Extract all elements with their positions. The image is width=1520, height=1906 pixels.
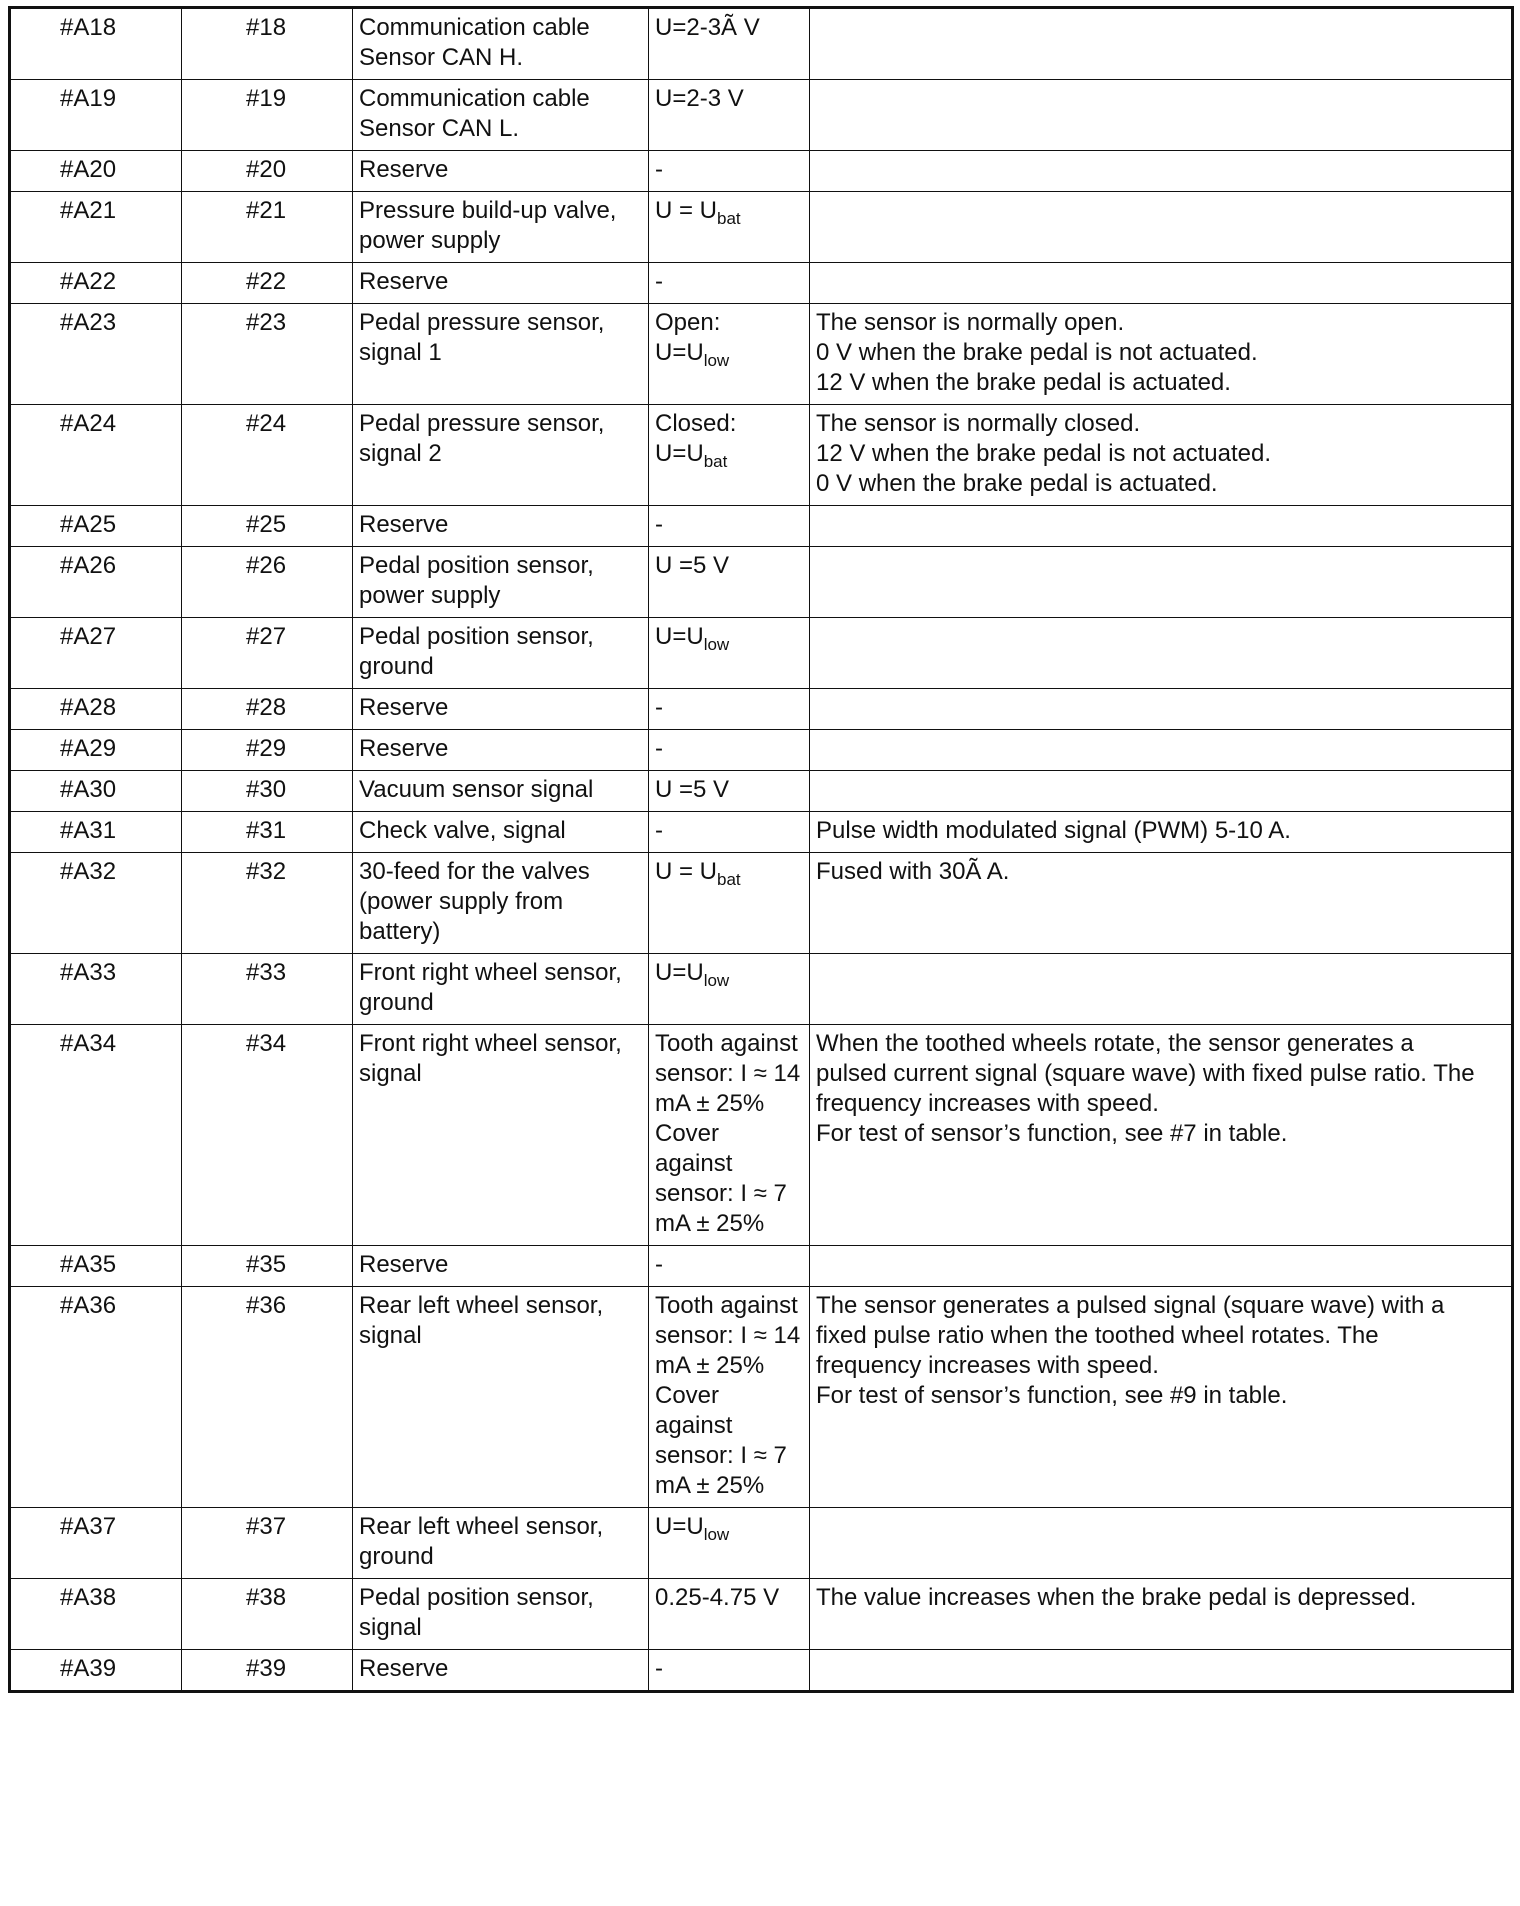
function-cell: Reserve	[353, 1650, 649, 1692]
comment-cell	[810, 547, 1513, 618]
function-cell: Vacuum sensor signal	[353, 771, 649, 812]
number-cell: #30	[182, 771, 353, 812]
condition-cell	[649, 192, 810, 263]
function-cell: 30-feed for the valves (power supply from battery)	[353, 853, 649, 954]
condition-cell	[649, 618, 810, 689]
pin-cell: #A27	[10, 618, 182, 689]
number-cell: #26	[182, 547, 353, 618]
pin-cell: #A28	[10, 689, 182, 730]
condition-subscript: low	[703, 351, 730, 370]
comment-cell	[810, 1650, 1513, 1692]
condition-cell	[649, 954, 810, 1025]
pin-cell: #A37	[10, 1508, 182, 1579]
number-cell: #34	[182, 1025, 353, 1246]
condition-text: U=2-3 V	[655, 85, 744, 112]
function-cell: Pedal position sensor, signal	[353, 1579, 649, 1650]
comment-cell: The sensor is normally open. 0 V when the brake pedal is not actuated. 12 V when the brake pedal is actuated.	[810, 304, 1513, 405]
comment-cell	[810, 151, 1513, 192]
condition-cell	[649, 812, 810, 853]
condition-text: -	[655, 268, 663, 295]
table-row	[10, 405, 1513, 506]
pin-cell: #A31	[10, 812, 182, 853]
table-row	[10, 151, 1513, 192]
pin-cell: #A19	[10, 80, 182, 151]
function-cell: Rear left wheel sensor, ground	[353, 1508, 649, 1579]
table-row	[10, 618, 1513, 689]
comment-cell	[810, 1508, 1513, 1579]
number-cell: #28	[182, 689, 353, 730]
pin-cell: #A36	[10, 1287, 182, 1508]
table-row	[10, 812, 1513, 853]
condition-cell	[649, 853, 810, 954]
function-cell: Reserve	[353, 689, 649, 730]
condition-text: Open: U=U	[655, 309, 721, 366]
number-cell: #36	[182, 1287, 353, 1508]
function-cell: Communication cable Sensor CAN L.	[353, 80, 649, 151]
condition-text: -	[655, 735, 663, 762]
function-cell: Reserve	[353, 506, 649, 547]
number-cell: #19	[182, 80, 353, 151]
table-body	[10, 8, 1513, 1692]
pin-cell: #A25	[10, 506, 182, 547]
number-cell: #21	[182, 192, 353, 263]
pin-cell: #A38	[10, 1579, 182, 1650]
table-row	[10, 954, 1513, 1025]
number-cell: #32	[182, 853, 353, 954]
condition-text: 0.25-4.75 V	[655, 1584, 780, 1611]
function-cell: Reserve	[353, 151, 649, 192]
number-cell: #35	[182, 1246, 353, 1287]
number-cell: #18	[182, 8, 353, 80]
function-cell: Front right wheel sensor, ground	[353, 954, 649, 1025]
pin-cell: #A35	[10, 1246, 182, 1287]
comment-cell: The sensor is normally closed. 12 V when the brake pedal is not actuated. 0 V when the brake pedal is actuated.	[810, 405, 1513, 506]
number-cell: #33	[182, 954, 353, 1025]
number-cell: #38	[182, 1579, 353, 1650]
function-cell: Pedal pressure sensor, signal 1	[353, 304, 649, 405]
table-row	[10, 304, 1513, 405]
comment-cell: Pulse width modulated signal (PWM) 5-10 A.	[810, 812, 1513, 853]
table-row	[10, 547, 1513, 618]
pin-cell: #A34	[10, 1025, 182, 1246]
pin-cell: #A33	[10, 954, 182, 1025]
pin-cell: #A18	[10, 8, 182, 80]
condition-cell	[649, 1650, 810, 1692]
condition-cell	[649, 1579, 810, 1650]
function-cell: Pedal position sensor, ground	[353, 618, 649, 689]
comment-cell: The sensor generates a pulsed signal (square wave) with a fixed pulse ratio when the toothed wheel rotates. The frequency increases with speed. For test of sensor’s function, see #9 in table.	[810, 1287, 1513, 1508]
condition-cell	[649, 689, 810, 730]
condition-subscript: low	[703, 1525, 730, 1544]
condition-text: U = U	[655, 197, 718, 224]
condition-text: -	[655, 694, 663, 721]
comment-cell: The value increases when the brake pedal is depressed.	[810, 1579, 1513, 1650]
table-row	[10, 1508, 1513, 1579]
number-cell: #31	[182, 812, 353, 853]
table-row	[10, 506, 1513, 547]
condition-text: U =5 V	[655, 776, 730, 803]
number-cell: #37	[182, 1508, 353, 1579]
function-cell: Reserve	[353, 263, 649, 304]
condition-text: -	[655, 156, 663, 183]
function-cell: Pedal pressure sensor, signal 2	[353, 405, 649, 506]
pin-cell: #A26	[10, 547, 182, 618]
table-row	[10, 8, 1513, 80]
pin-cell: #A39	[10, 1650, 182, 1692]
condition-cell	[649, 80, 810, 151]
table-row	[10, 80, 1513, 151]
condition-text: -	[655, 1251, 663, 1278]
table-row	[10, 1025, 1513, 1246]
pin-cell: #A29	[10, 730, 182, 771]
connector-pin-table	[8, 6, 1514, 1693]
function-cell: Rear left wheel sensor, signal	[353, 1287, 649, 1508]
comment-cell: When the toothed wheels rotate, the sensor generates a pulsed current signal (square wave) with fixed pulse ratio. The frequency increases with speed. For test of sensor’s function, see #7 in table.	[810, 1025, 1513, 1246]
condition-text: U=U	[655, 1513, 704, 1540]
table-row	[10, 730, 1513, 771]
function-cell: Pedal position sensor, power supply	[353, 547, 649, 618]
function-cell: Reserve	[353, 730, 649, 771]
number-cell: #25	[182, 506, 353, 547]
condition-cell	[649, 771, 810, 812]
pin-cell: #A20	[10, 151, 182, 192]
condition-cell	[649, 1508, 810, 1579]
condition-cell	[649, 263, 810, 304]
condition-text: -	[655, 1655, 663, 1682]
comment-cell	[810, 689, 1513, 730]
condition-cell	[649, 151, 810, 192]
table-row	[10, 771, 1513, 812]
comment-cell	[810, 1246, 1513, 1287]
condition-subscript: low	[703, 971, 730, 990]
number-cell: #24	[182, 405, 353, 506]
condition-text: -	[655, 817, 663, 844]
pin-cell: #A22	[10, 263, 182, 304]
table-row	[10, 263, 1513, 304]
condition-cell	[649, 8, 810, 80]
condition-text: U = U	[655, 858, 718, 885]
number-cell: #20	[182, 151, 353, 192]
condition-text: Tooth against sensor: I ≈ 14 mA ± 25% Cover against sensor: I ≈ 7 mA ± 25%	[655, 1292, 801, 1499]
table-row	[10, 1246, 1513, 1287]
condition-text: Tooth against sensor: I ≈ 14 mA ± 25% Cover against sensor: I ≈ 7 mA ± 25%	[655, 1030, 801, 1237]
number-cell: #39	[182, 1650, 353, 1692]
number-cell: #23	[182, 304, 353, 405]
table-row	[10, 689, 1513, 730]
table-row	[10, 192, 1513, 263]
condition-text: -	[655, 511, 663, 538]
comment-cell	[810, 80, 1513, 151]
condition-subscript: bat	[717, 870, 741, 889]
pin-cell: #A21	[10, 192, 182, 263]
pin-cell: #A24	[10, 405, 182, 506]
function-cell: Communication cable Sensor CAN H.	[353, 8, 649, 80]
condition-subscript: bat	[703, 452, 728, 471]
pin-cell: #A32	[10, 853, 182, 954]
number-cell: #29	[182, 730, 353, 771]
number-cell: #27	[182, 618, 353, 689]
condition-cell	[649, 730, 810, 771]
condition-text: U=U	[655, 623, 704, 650]
comment-cell	[810, 771, 1513, 812]
condition-cell	[649, 304, 810, 405]
condition-cell	[649, 405, 810, 506]
condition-text: Closed: U=U	[655, 410, 737, 467]
function-cell: Check valve, signal	[353, 812, 649, 853]
condition-cell	[649, 1287, 810, 1508]
function-cell: Pressure build-up valve, power supply	[353, 192, 649, 263]
table-row	[10, 853, 1513, 954]
pin-cell: #A30	[10, 771, 182, 812]
condition-text: U=U	[655, 959, 704, 986]
function-cell: Front right wheel sensor, signal	[353, 1025, 649, 1246]
condition-subscript: low	[703, 635, 730, 654]
comment-cell: Fused with 30Ã A.	[810, 853, 1513, 954]
function-cell: Reserve	[353, 1246, 649, 1287]
table-row	[10, 1579, 1513, 1650]
comment-cell	[810, 954, 1513, 1025]
comment-cell	[810, 730, 1513, 771]
condition-text: U =5 V	[655, 552, 730, 579]
condition-text: U=2-3Ã V	[655, 14, 760, 41]
table-row	[10, 1287, 1513, 1508]
comment-cell	[810, 618, 1513, 689]
condition-cell	[649, 1025, 810, 1246]
condition-cell	[649, 1246, 810, 1287]
condition-subscript: bat	[717, 209, 741, 228]
comment-cell	[810, 192, 1513, 263]
comment-cell	[810, 263, 1513, 304]
comment-cell	[810, 506, 1513, 547]
condition-cell	[649, 506, 810, 547]
comment-cell	[810, 8, 1513, 80]
condition-cell	[649, 547, 810, 618]
pin-cell: #A23	[10, 304, 182, 405]
number-cell: #22	[182, 263, 353, 304]
table-row	[10, 1650, 1513, 1692]
